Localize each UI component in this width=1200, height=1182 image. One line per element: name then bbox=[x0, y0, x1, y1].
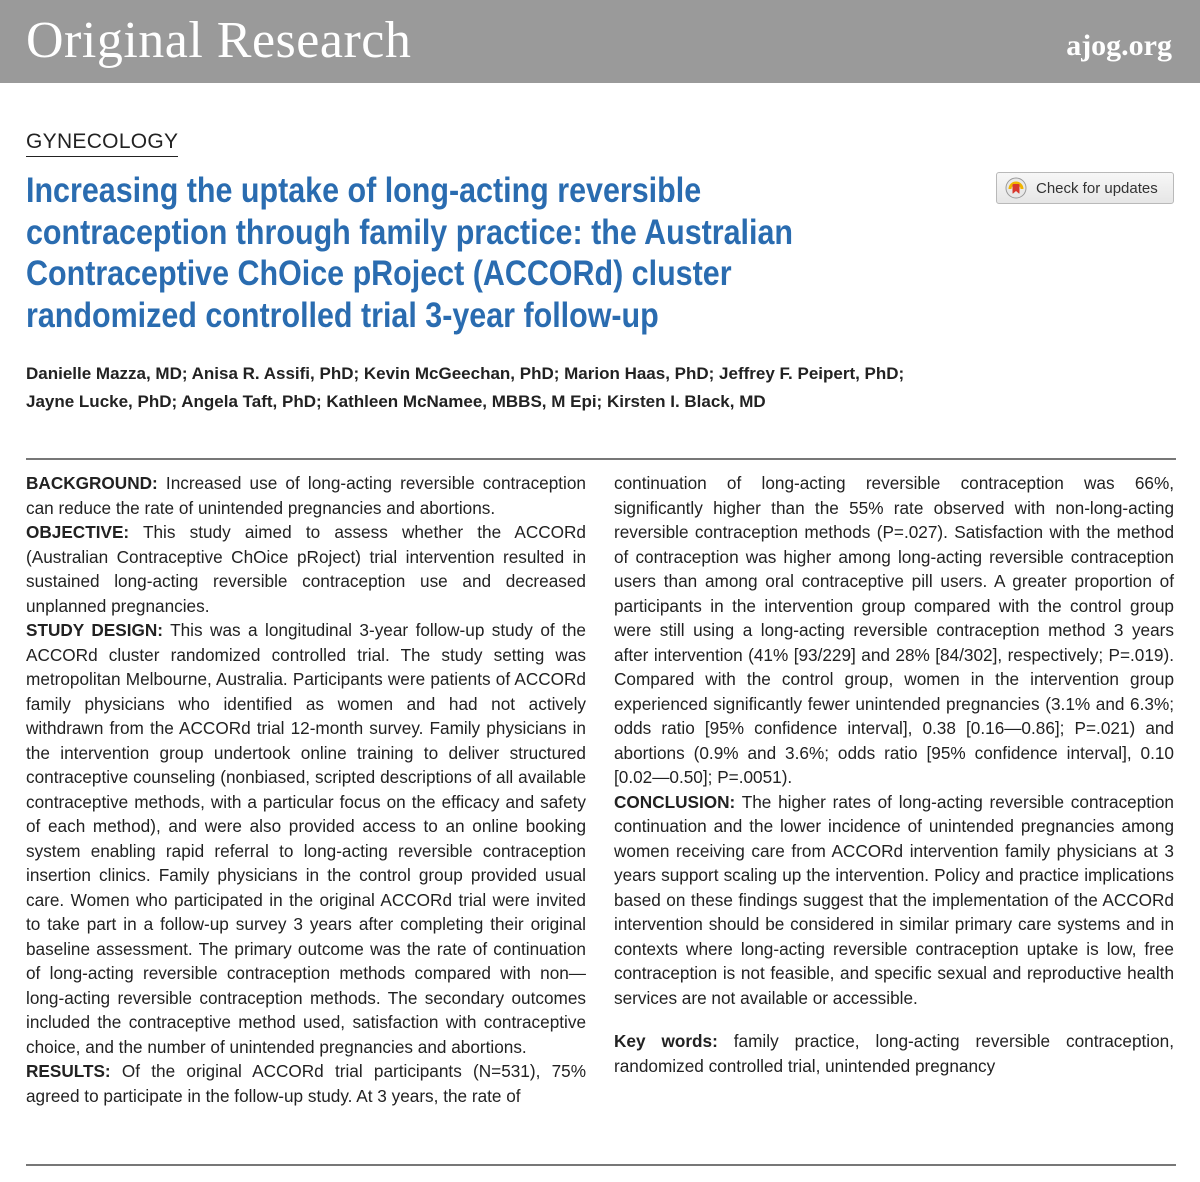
abstract-text: This was a longitudinal 3-year follow-up study of the ACCORd cluster randomized controlled trial. The study setting was metropolitan Melbourne, Australia. Participants were patients of ACCORd family physicians who identified as women and had not actively withdrawn from the ACCORd trial 12-month survey. Family physicians in the intervention group undertook online training to deliver structured contraceptive counseling (nonbiased, scripted descriptions of all available contraceptive methods, with a particular focus on the efficacy and safety of each method), and were also provided access to an online booking system enabling rapid referral to long-acting reversible contraception insertion clinics. Family physicians in the control group provided usual care. Women who participated in the original ACCORd trial were invited to take part in a follow-up survey 3 years after completing their original baseline assessment. The primary outcome was the rate of continuation of long-acting reversible contraception methods compared with non—long-acting reversible contraception methods. The secondary outcomes included the contraceptive method used, satisfaction with contraceptive choice, and the number of unintended pregnancies and abortions. bbox=[26, 620, 586, 1057]
divider bbox=[26, 458, 1176, 460]
journal-banner bbox=[0, 0, 1200, 83]
abstract-heading: STUDY DESIGN: bbox=[26, 620, 163, 640]
abstract-text: Of the original ACCORd trial participants (N=531), 75% agreed to participate in the follow-up study. At 3 years, the rate of bbox=[26, 1061, 586, 1106]
abstract-objective bbox=[26, 520, 586, 618]
article-title-line: Contraceptive ChOice pRoject (ACCORd) cluster bbox=[26, 254, 732, 293]
abstract-results-continued bbox=[614, 471, 1174, 790]
abstract-text: Increased use of long-acting reversible contraception can reduce the rate of unintended pregnancies and abortions. bbox=[26, 473, 586, 518]
keywords-heading: Key words: bbox=[614, 1031, 718, 1051]
divider bbox=[26, 1164, 1176, 1166]
author-list bbox=[26, 360, 1186, 416]
abstract-heading: RESULTS: bbox=[26, 1061, 111, 1081]
abstract-text: continuation of long-acting reversible contraception was 66%, significantly higher than the 55% rate observed with non-long-acting reversible contraception methods (P=.027). Satisfaction with the method of contraception was higher among long-acting reversible contraception users than among oral contraceptive pill users. A greater proportion of participants in the intervention group compared with the control group were still using a long-acting reversible contraception method 3 years after intervention (41% [93/229] and 28% [84/302], respectively; P=.019). Compared with the control group, women in the intervention group experienced significantly fewer unintended pregnancies (3.1% and 6.3%; odds ratio [95% confidence interval], 0.38 [0.16—0.86]; P=.021) and abortions (0.9% and 3.6%; odds ratio [95% confidence interval], 0.10 [0.02—0.50]; P=.0051). bbox=[614, 473, 1174, 787]
abstract-study-design bbox=[26, 618, 586, 1059]
abstract-heading: OBJECTIVE: bbox=[26, 522, 130, 542]
abstract-background bbox=[26, 471, 586, 520]
journal-site-link[interactable]: ajog.org bbox=[1066, 29, 1172, 62]
abstract-heading: BACKGROUND: bbox=[26, 473, 158, 493]
section-label: GYNECOLOGY bbox=[26, 130, 178, 157]
abstract-left-column bbox=[26, 471, 586, 1108]
abstract-right-column bbox=[614, 471, 1174, 1078]
abstract-results bbox=[26, 1059, 586, 1108]
banner-title: Original Research bbox=[26, 12, 412, 69]
abstract-conclusion bbox=[614, 790, 1174, 1011]
article-title-line: Increasing the uptake of long-acting reversible bbox=[26, 171, 702, 210]
abstract-text: The higher rates of long-acting reversible contraception continuation and the lower incidence of unintended pregnancies among women receiving care from ACCORd intervention family physicians at 3 years support scaling up the intervention. Policy and practice implications based on these findings suggest that the implementation of the ACCORd intervention should be considered in similar primary care systems and in contexts where long-acting reversible contraception uptake is low, free contraception is not feasible, and specific sexual and reproductive health services are not available or accessible. bbox=[614, 791, 1174, 1008]
keywords bbox=[614, 1029, 1174, 1078]
keywords-text: family practice, long-acting reversible contraception, randomized controlled trial, unintended pregnancy bbox=[614, 1031, 1174, 1076]
abstract-text: This study aimed to assess whether the ACCORd (Australian Contraceptive ChOice pRoject) trial intervention resulted in sustained long-acting reversible contraception use and decreased unplanned pregnancies. bbox=[26, 522, 586, 616]
check-for-updates-button[interactable] bbox=[996, 172, 1174, 204]
author-line: Danielle Mazza, MD; Anisa R. Assifi, PhD; Kevin McGeechan, PhD; Marion Haas, PhD; Jeffrey F. Peipert, PhD; bbox=[26, 364, 905, 383]
check-for-updates-icon bbox=[1005, 177, 1027, 199]
article-title-line: contraception through family practice: the Australian bbox=[26, 212, 794, 252]
check-for-updates-label: Check for updates bbox=[1036, 179, 1158, 197]
article-title bbox=[26, 170, 844, 336]
article-title-line: randomized controlled trial 3-year follow-up bbox=[26, 295, 659, 335]
author-line: Jayne Lucke, PhD; Angela Taft, PhD; Kathleen McNamee, MBBS, M Epi; Kirsten I. Black, MD bbox=[26, 392, 766, 411]
abstract-heading: CONCLUSION: bbox=[614, 791, 736, 812]
